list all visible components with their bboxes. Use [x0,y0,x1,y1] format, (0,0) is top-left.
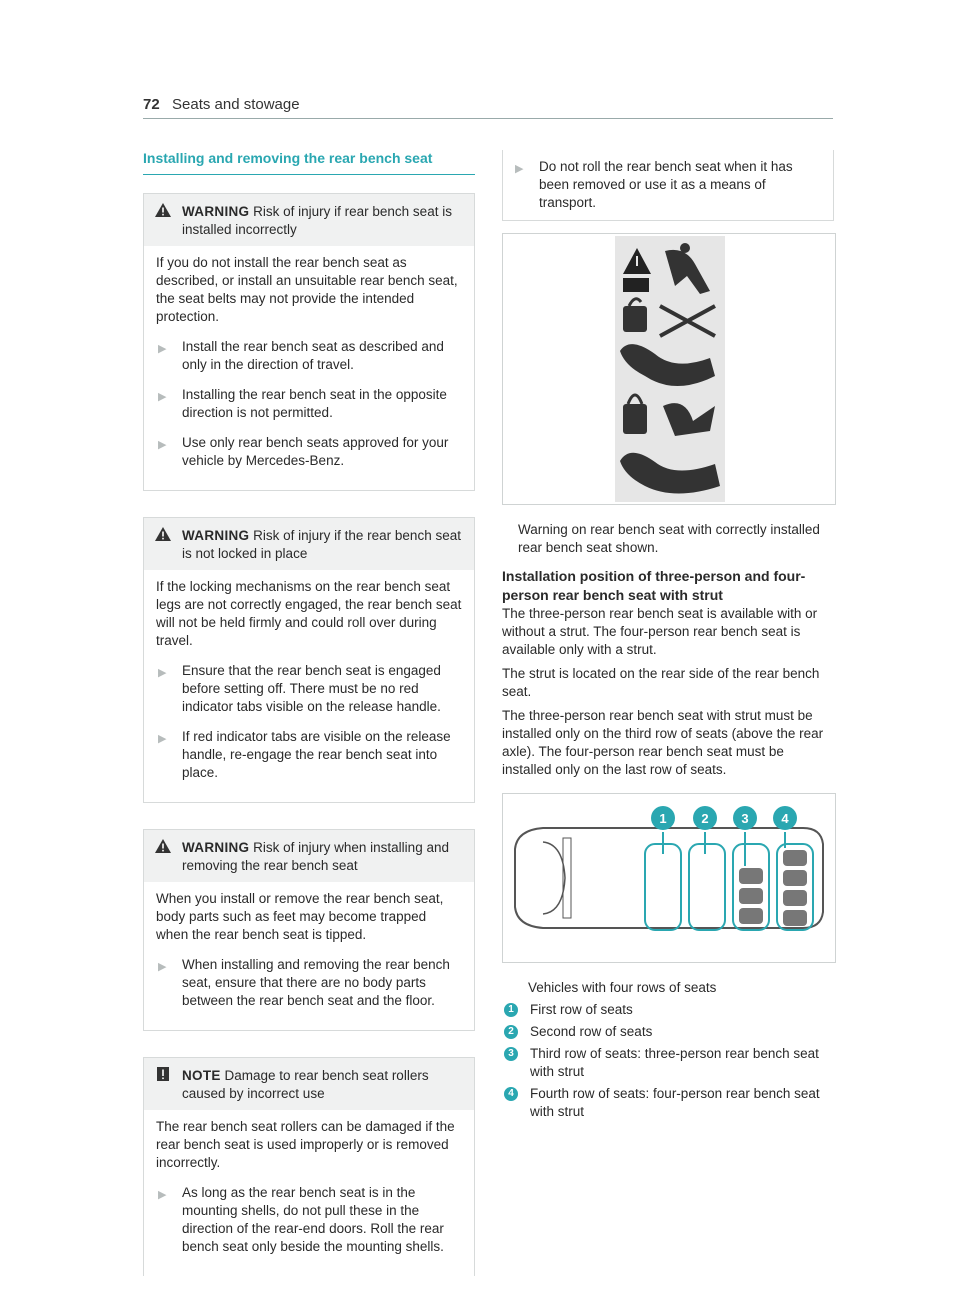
row-badge: 3 [741,811,749,826]
row-badge: 2 [701,811,709,826]
seat-warning-pictogram [615,236,725,502]
warning-box-2 [143,517,475,803]
section-header: Seats and stowage [172,96,300,113]
continued-step-box [502,150,834,221]
header-rule [143,118,833,119]
step-arrow-icon: ▶ [515,163,524,175]
warning-step: Installing the rear bench seat in the opposite direction is not permitted. [182,387,447,420]
step-arrow-icon: ▶ [158,1189,167,1201]
step-arrow-icon: ▶ [158,391,167,403]
step-arrow-icon: ▶ [158,343,167,355]
continued-step: Do not roll the rear bench seat when it has been removed or use it as a means of transport. [539,159,793,210]
seat-rows-diagram [502,793,836,963]
number-badge: 3 [504,1047,518,1061]
page-number: 72 [143,96,160,113]
number-badge: 1 [504,1003,518,1017]
note-box [143,1057,475,1276]
warning-title: Risk of injury if rear bench seat is installed incorrectly [182,204,452,237]
vehicle-top-view [503,794,835,962]
left-column [143,150,475,1302]
legend-text: Third row of seats: three-person rear bench seat with strut [530,1046,819,1079]
warning-header [144,194,474,246]
step-arrow-icon: ▶ [158,667,167,679]
rear-bench-warning-label-figure [502,233,836,505]
warning-box-1 [143,193,475,491]
installation-paragraph: The three-person rear bench seat with strut must be installed only on the third row of seats (above the rear axle). The four-person rear bench seat must be installed only on the last row of seats. [502,708,824,777]
warning-step: Use only rear bench seats approved for your vehicle by Mercedes-Benz. [182,435,449,468]
warning-title: Risk of injury when installing and removing the rear bench seat [182,840,449,873]
step-arrow-icon: ▶ [158,733,167,745]
legend-item [502,1045,834,1081]
warning-box-3 [143,829,475,1031]
warning-label: WARNING [182,528,250,543]
installation-paragraph: The strut is located on the rear side of the rear bench seat. [502,666,820,699]
right-column [502,150,834,1125]
note-title: Damage to rear bench seat rollers caused by incorrect use [182,1068,429,1101]
section-title: Installing and removing the rear bench seat [143,150,475,175]
warning-triangle-icon [154,202,172,218]
warning-body: If you do not install the rear bench seat as described, or install an unsuitable rear bench seat, the seat belts may not provide the intended protection. [156,255,458,324]
note-label: NOTE [182,1068,221,1083]
warning-header [144,830,474,882]
note-step: As long as the rear bench seat is in the mounting shells, do not pull these in the direction of the rear-end doors. Roll the rear bench seat only beside the mounting shells. [182,1185,444,1254]
legend-text: Second row of seats [530,1024,653,1039]
note-header [144,1058,474,1110]
step-arrow-icon: ▶ [158,961,167,973]
legend-text: First row of seats [530,1002,633,1017]
warning-body: When you install or remove the rear bench seat, body parts such as feet may become trapped when the rear bench seat is tipped. [156,891,444,942]
row-badge: 1 [659,811,667,826]
step-arrow-icon: ▶ [158,439,167,451]
number-badge: 2 [504,1025,518,1039]
note-body: The rear bench seat rollers can be damaged if the rear bench seat is used improperly or is removed incorrectly. [156,1119,455,1170]
legend-item [502,1023,834,1041]
warning-step: When installing and removing the rear bench seat, ensure that there are no body parts between the rear bench seat and the floor. [182,957,450,1008]
warning-title: Risk of injury if the rear bench seat is not locked in place [182,528,461,561]
figure1-caption: Warning on rear bench seat with correctly installed rear bench seat shown. [518,522,820,555]
warning-body: If the locking mechanisms on the rear bench seat legs are not correctly engaged, the rear bench seat will not be held firmly and could roll over during travel. [156,579,462,648]
legend-intro: Vehicles with four rows of seats [528,980,717,995]
number-badge: 4 [504,1087,518,1101]
warning-step: If red indicator tabs are visible on the release handle, re-engage the rear bench seat into place. [182,729,451,780]
warning-label: WARNING [182,840,250,855]
warning-step: Install the rear bench seat as described and only in the direction of travel. [182,339,444,372]
legend-item [502,1001,834,1019]
warning-header [144,518,474,570]
figure2-legend [502,979,834,1121]
warning-triangle-icon [154,838,172,854]
warning-triangle-icon [154,526,172,542]
warning-step: Ensure that the rear bench seat is engaged before setting off. There must be no red indicator tabs visible on the release handle. [182,663,441,714]
legend-item [502,1085,834,1121]
installation-paragraph: The three-person rear bench seat is available with or without a strut. The four-person rear bench seat is available only with a strut. [502,606,818,657]
row-badge: 4 [781,811,789,826]
note-exclamation-icon [154,1066,172,1082]
warning-label: WARNING [182,204,250,219]
installation-heading: Installation position of three-person and four-person rear bench seat with strut [502,568,806,603]
legend-text: Fourth row of seats: four-person rear bench seat with strut [530,1086,820,1119]
